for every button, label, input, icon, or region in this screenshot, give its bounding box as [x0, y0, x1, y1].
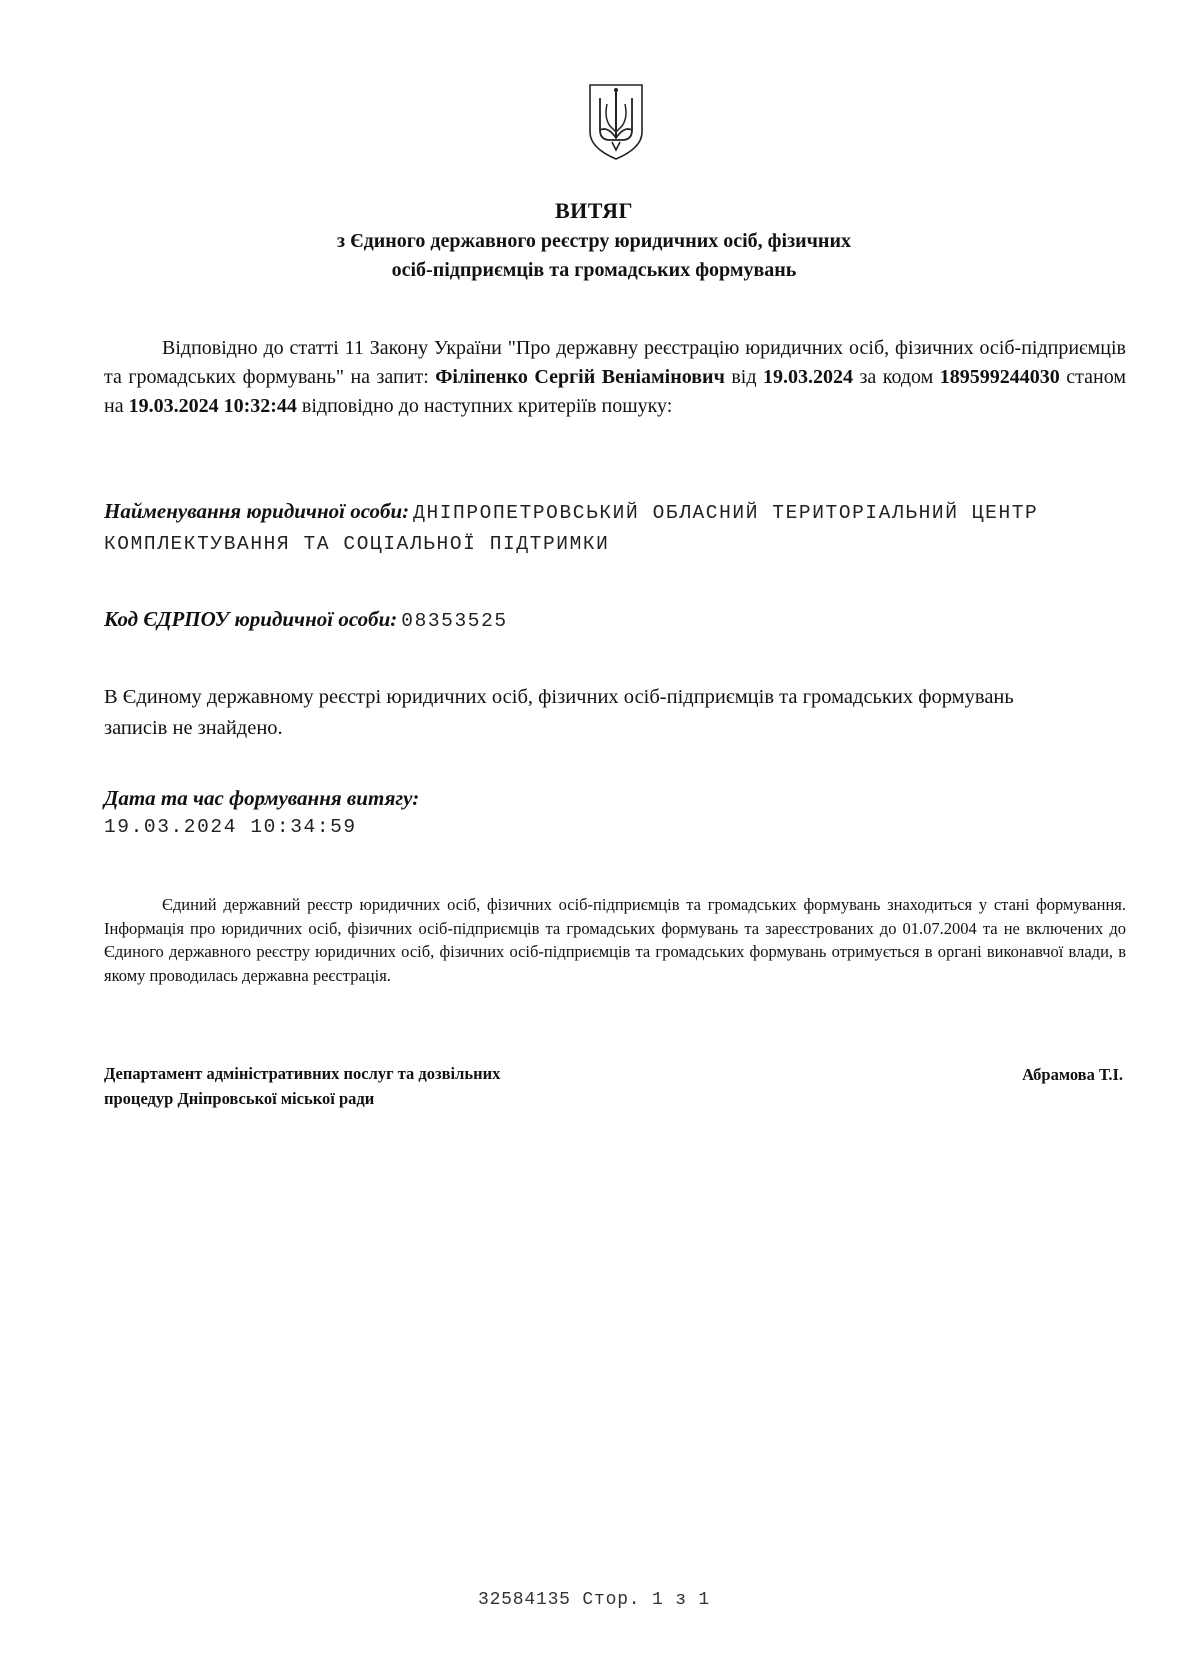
requester-name: Філіпенко Сергій Веніамінович [435, 366, 725, 388]
search-result-text: В Єдиному державному реєстрі юридичних осіб, фізичних осіб-підприємців та громадських формувань записів не знайдено. [104, 686, 1014, 739]
entity-name-label: Найменування юридичної особи: [104, 499, 410, 523]
intro-text-4: станом на [104, 366, 1126, 417]
intro-text-5: відповідно до наступних критеріїв пошуку: [296, 395, 673, 417]
edrpou-code-value: 08353525 [401, 610, 508, 632]
page-footer: 32584135 Стор. 1 з 1 [477, 1590, 711, 1610]
ukraine-trident-emblem-icon [586, 82, 646, 162]
entity-name-value: ДНІПРОПЕТРОВСЬКИЙ ОБЛАСНИЙ ТЕРИТОРІАЛЬНИЙ ЦЕНТР КОМПЛЕКТУВАННЯ ТА СОЦІАЛЬНОЇ ПІДТРИМКИ [104, 502, 1039, 555]
entity-name-field [104, 496, 1144, 560]
request-code: 189599244030 [939, 366, 1060, 388]
document-subtitle-line2: осіб-підприємців та громадських формувань [391, 259, 797, 281]
generated-datetime-value: 19.03.2024 10:34:59 [104, 816, 357, 838]
signer-name: Абрамова Т.І. [1022, 1065, 1123, 1084]
as-of-datetime: 19.03.2024 10:32:44 [128, 395, 297, 417]
intro-text-1: Відповідно до статті 11 Закону України "Про державну реєстрацію юридичних осіб, фізичних осіб-підприємців та громадських формувань" на запит: [104, 337, 1126, 388]
registry-note: Єдиний державний реєстр юридичних осіб, фізичних осіб-підприємців та громадських формувань знаходиться у стані формування. Інформація про юридичних осіб, фізичних осіб-підприємців та громадських формувань та зареєстрованих до 01.07.2004 та не включених до Єдиного державного реєстру юридичних осіб, фізичних осіб-підприємців та громадських формувань отримується в органі виконавчої влади, в якому проводилась державна реєстрація. [104, 895, 1126, 985]
request-date: 19.03.2024 [763, 366, 853, 388]
intro-paragraph [104, 334, 1126, 421]
department-line-2: процедур Дніпровської міської ради [104, 1089, 375, 1108]
department-name [104, 1061, 624, 1111]
document-subtitle-line1: з Єдиного державного реєстру юридичних осіб, фізичних [337, 230, 851, 252]
intro-text-2: від [724, 366, 763, 388]
edrpou-code-label: Код ЄДРПОУ юридичної особи: [104, 607, 398, 631]
intro-text-3: за кодом [853, 366, 940, 388]
department-line-1: Департамент адміністративних послуг та дозвільних [104, 1064, 501, 1083]
document-title: ВИТЯГ [554, 198, 633, 223]
generated-datetime-label: Дата та час формування витягу: [104, 786, 420, 810]
edrpou-code-field [104, 604, 1144, 637]
